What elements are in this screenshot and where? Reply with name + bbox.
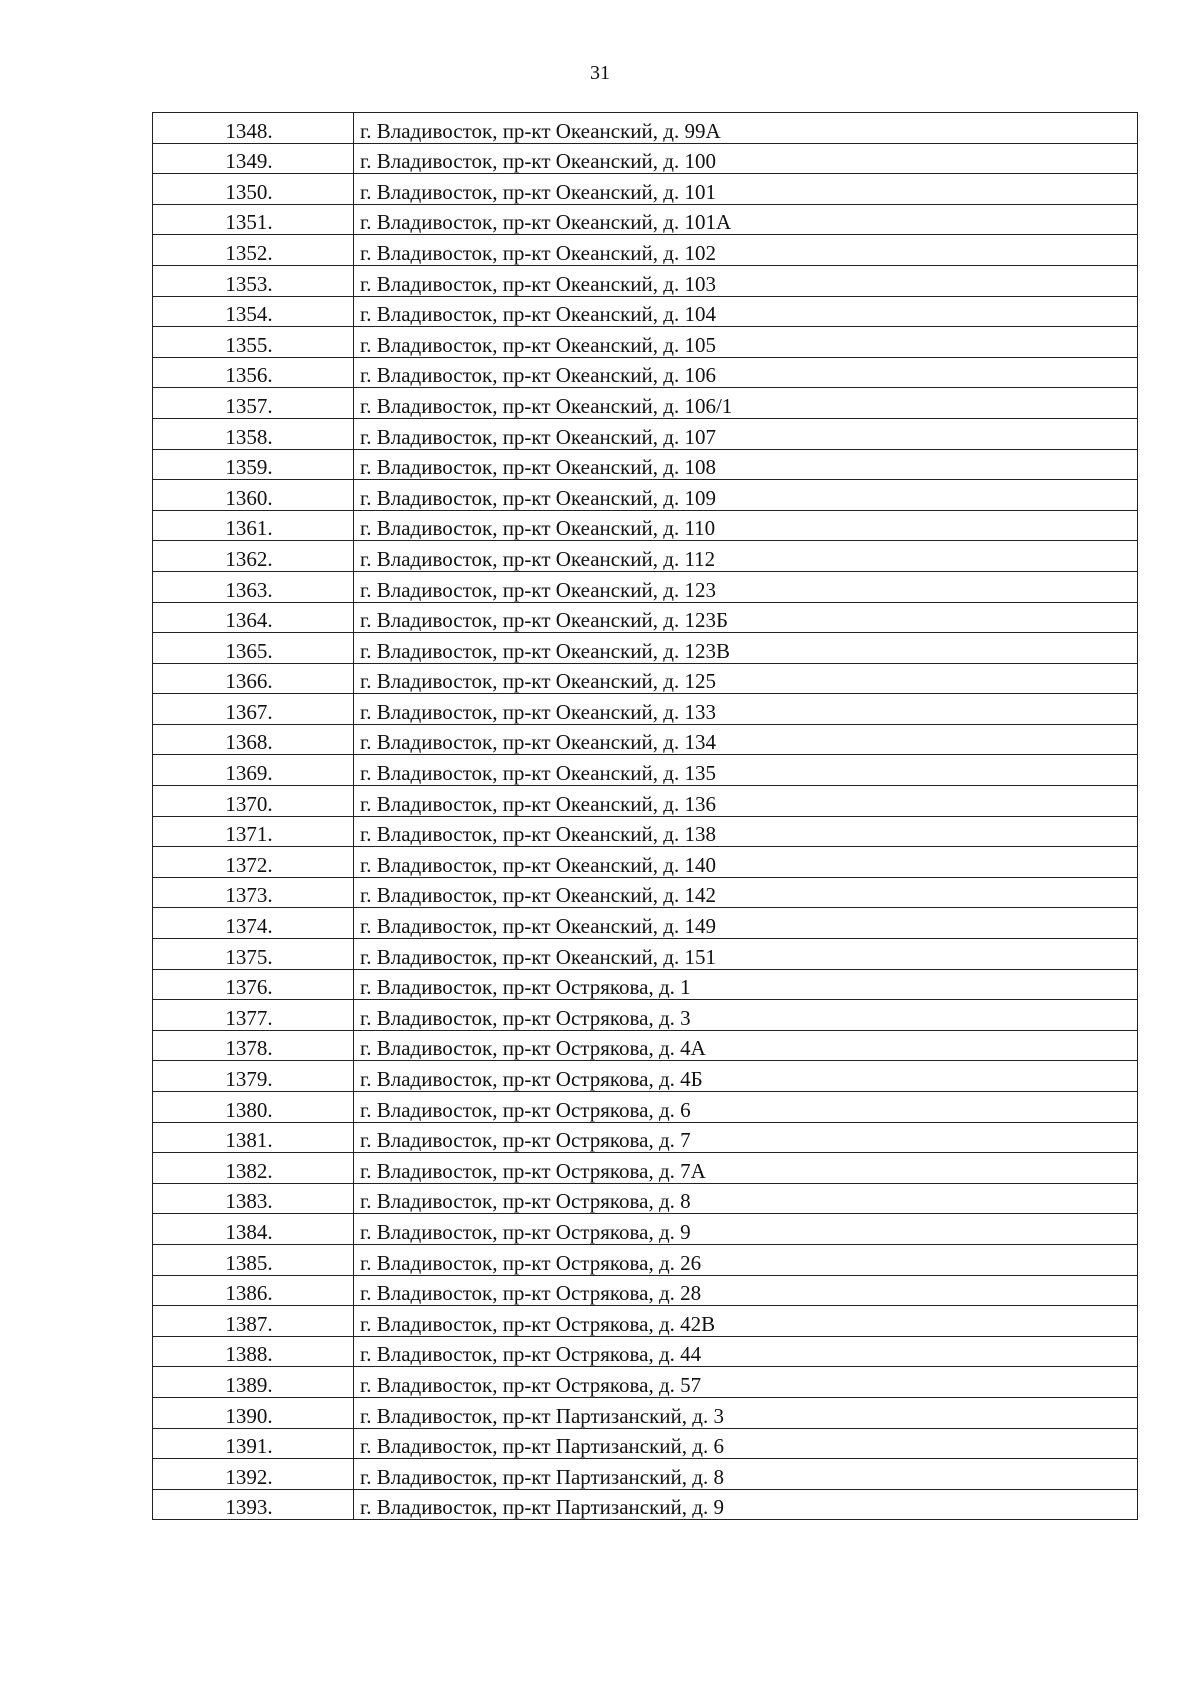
- row-number-cell: 1351.: [153, 204, 354, 235]
- address-cell: г. Владивосток, пр-кт Океанский, д. 140: [354, 847, 1138, 878]
- table-row: [153, 296, 1138, 327]
- table-row: [153, 786, 1138, 817]
- table-row: [153, 1061, 1138, 1092]
- row-number-cell: 1377.: [153, 1000, 354, 1031]
- row-number-cell: 1367.: [153, 694, 354, 725]
- address-cell: г. Владивосток, пр-кт Океанский, д. 123: [354, 571, 1138, 602]
- address-cell: г. Владивосток, пр-кт Океанский, д. 110: [354, 510, 1138, 541]
- table-row: [153, 1306, 1138, 1337]
- row-number-cell: 1382.: [153, 1153, 354, 1184]
- address-cell: г. Владивосток, пр-кт Океанский, д. 135: [354, 755, 1138, 786]
- address-cell: г. Владивосток, пр-кт Партизанский, д. 8: [354, 1459, 1138, 1490]
- row-number-cell: 1378.: [153, 1030, 354, 1061]
- row-number-cell: 1363.: [153, 571, 354, 602]
- table-row: [153, 1459, 1138, 1490]
- row-number-cell: 1371.: [153, 816, 354, 847]
- row-number-cell: 1391.: [153, 1428, 354, 1459]
- address-cell: г. Владивосток, пр-кт Океанский, д. 133: [354, 694, 1138, 725]
- address-cell: г. Владивосток, пр-кт Острякова, д. 3: [354, 1000, 1138, 1031]
- row-number-cell: 1390.: [153, 1397, 354, 1428]
- row-number-cell: 1386.: [153, 1275, 354, 1306]
- address-cell: г. Владивосток, пр-кт Океанский, д. 109: [354, 480, 1138, 511]
- table-row: [153, 877, 1138, 908]
- row-number-cell: 1381.: [153, 1122, 354, 1153]
- table-row: [153, 1244, 1138, 1275]
- table-row: [153, 1153, 1138, 1184]
- table-row: [153, 1000, 1138, 1031]
- row-number-cell: 1365.: [153, 633, 354, 664]
- address-cell: г. Владивосток, пр-кт Океанский, д. 104: [354, 296, 1138, 327]
- address-cell: г. Владивосток, пр-кт Острякова, д. 44: [354, 1336, 1138, 1367]
- table-row: [153, 541, 1138, 572]
- table-row: [153, 755, 1138, 786]
- table-row: [153, 694, 1138, 725]
- address-cell: г. Владивосток, пр-кт Острякова, д. 57: [354, 1367, 1138, 1398]
- table-row: [153, 633, 1138, 664]
- row-number-cell: 1392.: [153, 1459, 354, 1490]
- row-number-cell: 1374.: [153, 908, 354, 939]
- address-cell: г. Владивосток, пр-кт Острякова, д. 1: [354, 969, 1138, 1000]
- table-row: [153, 602, 1138, 633]
- row-number-cell: 1380.: [153, 1092, 354, 1123]
- table-row: [153, 204, 1138, 235]
- address-cell: г. Владивосток, пр-кт Океанский, д. 106: [354, 357, 1138, 388]
- address-cell: г. Владивосток, пр-кт Океанский, д. 105: [354, 327, 1138, 358]
- row-number-cell: 1368.: [153, 724, 354, 755]
- table-row: [153, 1367, 1138, 1398]
- address-cell: г. Владивосток, пр-кт Острякова, д. 4Б: [354, 1061, 1138, 1092]
- table-row: [153, 908, 1138, 939]
- row-number-cell: 1389.: [153, 1367, 354, 1398]
- table-row: [153, 939, 1138, 970]
- table-row: [153, 1122, 1138, 1153]
- address-cell: г. Владивосток, пр-кт Океанский, д. 123Б: [354, 602, 1138, 633]
- address-cell: г. Владивосток, пр-кт Острякова, д. 6: [354, 1092, 1138, 1123]
- table-row: [153, 1489, 1138, 1520]
- table-row: [153, 571, 1138, 602]
- table-row: [153, 1397, 1138, 1428]
- address-cell: г. Владивосток, пр-кт Острякова, д. 9: [354, 1214, 1138, 1245]
- address-cell: г. Владивосток, пр-кт Океанский, д. 106/1: [354, 388, 1138, 419]
- address-cell: г. Владивосток, пр-кт Острякова, д. 7А: [354, 1153, 1138, 1184]
- address-cell: г. Владивосток, пр-кт Острякова, д. 7: [354, 1122, 1138, 1153]
- table-row: [153, 357, 1138, 388]
- row-number-cell: 1387.: [153, 1306, 354, 1337]
- row-number-cell: 1388.: [153, 1336, 354, 1367]
- row-number-cell: 1379.: [153, 1061, 354, 1092]
- table-row: [153, 265, 1138, 296]
- row-number-cell: 1372.: [153, 847, 354, 878]
- address-cell: г. Владивосток, пр-кт Океанский, д. 134: [354, 724, 1138, 755]
- row-number-cell: 1356.: [153, 357, 354, 388]
- table-row: [153, 1030, 1138, 1061]
- address-cell: г. Владивосток, пр-кт Острякова, д. 8: [354, 1183, 1138, 1214]
- address-cell: г. Владивосток, пр-кт Партизанский, д. 9: [354, 1489, 1138, 1520]
- table-row: [153, 510, 1138, 541]
- address-cell: г. Владивосток, пр-кт Океанский, д. 102: [354, 235, 1138, 266]
- row-number-cell: 1364.: [153, 602, 354, 633]
- address-table-body: [153, 113, 1138, 1520]
- table-row: [153, 235, 1138, 266]
- table-row: [153, 847, 1138, 878]
- row-number-cell: 1348.: [153, 113, 354, 144]
- table-row: [153, 449, 1138, 480]
- row-number-cell: 1353.: [153, 265, 354, 296]
- address-cell: г. Владивосток, пр-кт Океанский, д. 99А: [354, 113, 1138, 144]
- row-number-cell: 1362.: [153, 541, 354, 572]
- table-row: [153, 1275, 1138, 1306]
- table-row: [153, 113, 1138, 144]
- address-cell: г. Владивосток, пр-кт Океанский, д. 138: [354, 816, 1138, 847]
- table-row: [153, 418, 1138, 449]
- row-number-cell: 1393.: [153, 1489, 354, 1520]
- address-cell: г. Владивосток, пр-кт Океанский, д. 108: [354, 449, 1138, 480]
- row-number-cell: 1361.: [153, 510, 354, 541]
- address-cell: г. Владивосток, пр-кт Океанский, д. 107: [354, 418, 1138, 449]
- address-cell: г. Владивосток, пр-кт Океанский, д. 100: [354, 143, 1138, 174]
- table-row: [153, 327, 1138, 358]
- address-cell: г. Владивосток, пр-кт Океанский, д. 151: [354, 939, 1138, 970]
- row-number-cell: 1359.: [153, 449, 354, 480]
- address-cell: г. Владивосток, пр-кт Острякова, д. 26: [354, 1244, 1138, 1275]
- table-row: [153, 143, 1138, 174]
- row-number-cell: 1366.: [153, 663, 354, 694]
- table-row: [153, 1092, 1138, 1123]
- table-row: [153, 1214, 1138, 1245]
- address-cell: г. Владивосток, пр-кт Океанский, д. 103: [354, 265, 1138, 296]
- row-number-cell: 1375.: [153, 939, 354, 970]
- table-row: [153, 724, 1138, 755]
- row-number-cell: 1360.: [153, 480, 354, 511]
- address-cell: г. Владивосток, пр-кт Океанский, д. 142: [354, 877, 1138, 908]
- row-number-cell: 1384.: [153, 1214, 354, 1245]
- row-number-cell: 1358.: [153, 418, 354, 449]
- row-number-cell: 1349.: [153, 143, 354, 174]
- table-row: [153, 816, 1138, 847]
- address-cell: г. Владивосток, пр-кт Океанский, д. 112: [354, 541, 1138, 572]
- address-cell: г. Владивосток, пр-кт Океанский, д. 125: [354, 663, 1138, 694]
- row-number-cell: 1383.: [153, 1183, 354, 1214]
- address-cell: г. Владивосток, пр-кт Океанский, д. 101А: [354, 204, 1138, 235]
- row-number-cell: 1373.: [153, 877, 354, 908]
- row-number-cell: 1357.: [153, 388, 354, 419]
- row-number-cell: 1350.: [153, 174, 354, 205]
- row-number-cell: 1370.: [153, 786, 354, 817]
- table-row: [153, 1336, 1138, 1367]
- row-number-cell: 1376.: [153, 969, 354, 1000]
- address-cell: г. Владивосток, пр-кт Острякова, д. 4А: [354, 1030, 1138, 1061]
- table-row: [153, 388, 1138, 419]
- row-number-cell: 1385.: [153, 1244, 354, 1275]
- address-cell: г. Владивосток, пр-кт Партизанский, д. 6: [354, 1428, 1138, 1459]
- address-cell: г. Владивосток, пр-кт Океанский, д. 149: [354, 908, 1138, 939]
- row-number-cell: 1355.: [153, 327, 354, 358]
- address-cell: г. Владивосток, пр-кт Партизанский, д. 3: [354, 1397, 1138, 1428]
- address-cell: г. Владивосток, пр-кт Океанский, д. 101: [354, 174, 1138, 205]
- address-cell: г. Владивосток, пр-кт Океанский, д. 136: [354, 786, 1138, 817]
- address-cell: г. Владивосток, пр-кт Острякова, д. 42В: [354, 1306, 1138, 1337]
- page-number: 31: [590, 62, 610, 84]
- table-row: [153, 969, 1138, 1000]
- row-number-cell: 1352.: [153, 235, 354, 266]
- table-row: [153, 1428, 1138, 1459]
- table-row: [153, 1183, 1138, 1214]
- address-cell: г. Владивосток, пр-кт Океанский, д. 123В: [354, 633, 1138, 664]
- row-number-cell: 1354.: [153, 296, 354, 327]
- row-number-cell: 1369.: [153, 755, 354, 786]
- address-table: [152, 112, 1138, 1520]
- table-row: [153, 480, 1138, 511]
- table-row: [153, 663, 1138, 694]
- table-row: [153, 174, 1138, 205]
- address-cell: г. Владивосток, пр-кт Острякова, д. 28: [354, 1275, 1138, 1306]
